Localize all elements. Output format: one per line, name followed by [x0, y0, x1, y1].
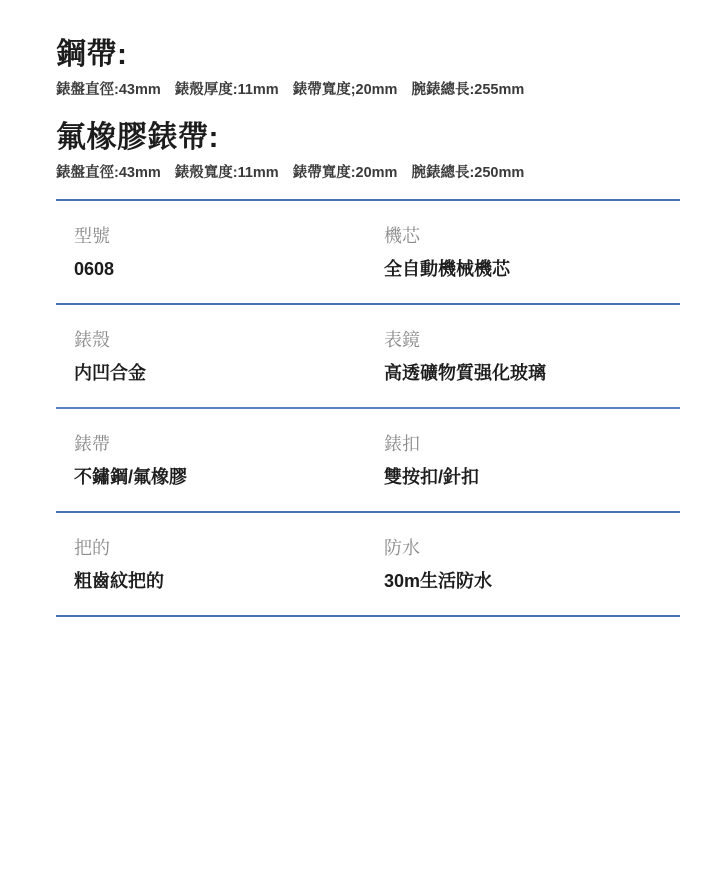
spec-row [56, 409, 680, 511]
spec-label: 表鏡 [384, 329, 420, 350]
spec-label: 錶帶 [74, 433, 110, 454]
spec-cell-crown [56, 535, 368, 595]
steel-strap-block [56, 36, 680, 101]
spec-row [56, 201, 680, 303]
fluoro-rubber-strap-title: 氟橡膠錶帶: [56, 121, 219, 155]
rubber-spec-case-width: 錶殼寬度:11mm [174, 164, 279, 181]
steel-strap-specs [56, 80, 680, 102]
spec-label: 錶扣 [384, 433, 420, 454]
divider-bottom [56, 615, 680, 617]
spec-cell-strap [56, 431, 368, 491]
rubber-spec-dial-diameter: 錶盤直徑:43mm [56, 164, 161, 181]
spec-value: 雙按扣/針扣 [384, 466, 480, 487]
fluoro-rubber-strap-block [56, 119, 680, 184]
spec-cell-crystal [368, 327, 680, 387]
spec-label: 把的 [74, 537, 110, 558]
steel-spec-strap-width: 錶帶寬度;20mm [292, 81, 398, 98]
spec-cell-water-resistance [368, 535, 680, 595]
spec-cell-clasp [368, 431, 680, 491]
spec-label: 型號 [74, 225, 110, 246]
steel-spec-dial-diameter: 錶盤直徑:43mm [56, 81, 161, 98]
rubber-spec-strap-width: 錶帶寬度:20mm [292, 164, 398, 181]
fluoro-rubber-strap-specs [56, 163, 680, 185]
spec-row [56, 513, 680, 615]
spec-label: 機芯 [384, 225, 420, 246]
spec-row [56, 305, 680, 407]
rubber-spec-total-length: 腕錶總長:250mm [411, 164, 525, 181]
steel-strap-title: 鋼帶: [56, 38, 128, 71]
spec-value: 粗齒紋把的 [74, 570, 164, 591]
spec-value: 高透礦物質强化玻璃 [384, 362, 546, 383]
spec-label: 防水 [384, 537, 420, 558]
spec-cell-case [56, 327, 368, 387]
spec-value: 内凹合金 [74, 362, 146, 383]
spec-value: 0608 [74, 258, 115, 279]
spec-label: 錶殼 [74, 329, 110, 350]
spec-value: 全自動機械機芯 [384, 258, 510, 279]
steel-spec-total-length: 腕錶總長:255mm [411, 81, 525, 98]
spec-cell-model [56, 223, 368, 283]
spec-cell-movement [368, 223, 680, 283]
steel-spec-case-thickness: 錶殼厚度:11mm [174, 81, 279, 98]
spec-value: 30m生活防水 [384, 570, 493, 591]
spec-value: 不鏽鋼/氟橡膠 [74, 466, 188, 487]
